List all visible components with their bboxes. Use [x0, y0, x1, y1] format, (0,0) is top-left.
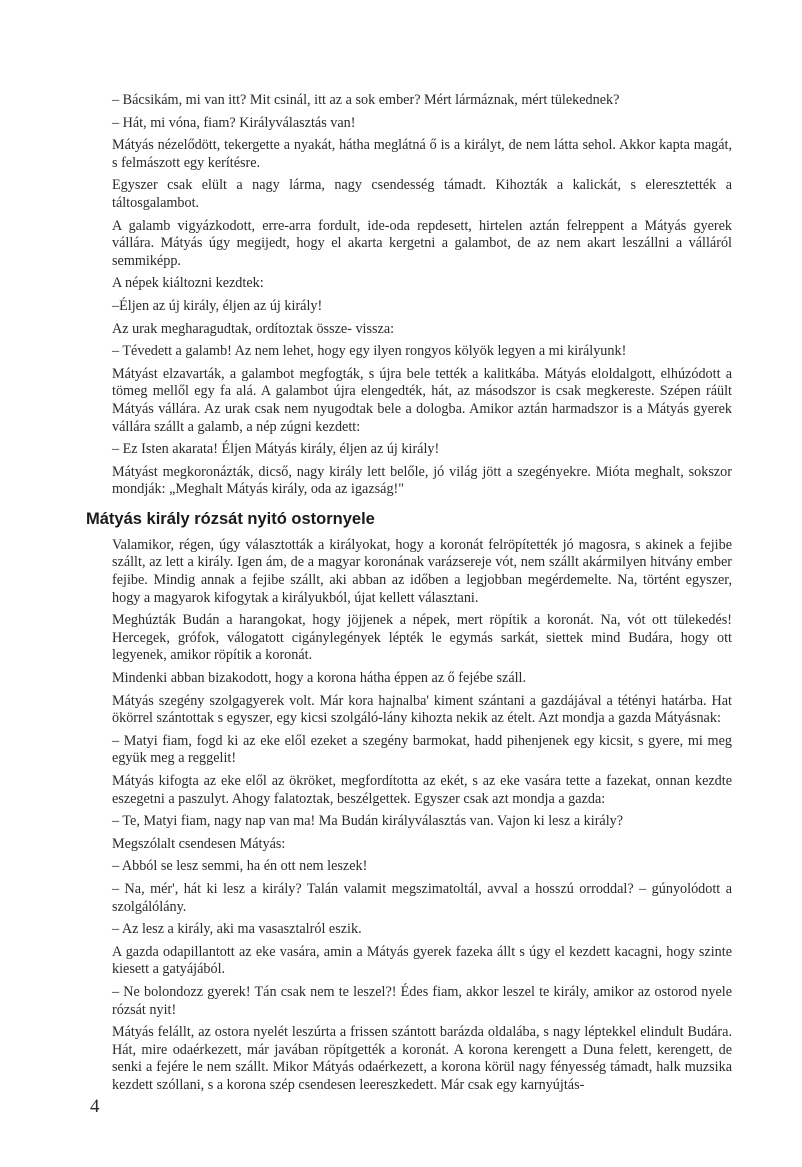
paragraph: – Bácsikám, mi van itt? Mit csinál, itt az a sok ember? Mért lármáznak, mért tülekednek? [112, 92, 620, 108]
paragraph: Mátyás felállt, az ostora nyelét leszúrta a frissen szántott barázda oldalába, s nagy léptekkel elindult Budára. Hát, mire odaérkezett, már javában röpítgették a koronát. A korona kerengett a Duna felett, kerengett, de senki a fejére le nem szállt. Mikor Mátyás odaérkezett, a korona körül nagy fényesség támadt, halk muzsika kezdett szóllani, s a korona szép csendesen leereszkedett. Már csak egy karnyújtás- [112, 1024, 732, 1093]
paragraph: – Hát, mi vóna, fiam? Királyválasztás van! [112, 114, 356, 131]
paragraph: – Na, mér', hát ki lesz a király? Talán valamit megszimatoltál, avval a hosszú orroddal? – gúnyolódott a szolgálólány. [112, 880, 732, 915]
paragraph: Valamikor, régen, úgy választották a királyokat, hogy a koronát felröpítették jó magosra, s akinek a fejibe szállt, az lett a király. Igen ám, de a magyar koronának varázsereje vót, nem szállt akármilyen hitvány ember fejibe. Mindig annak a fejibe szállt, aki abban az időben a legjobban megérdemelte. Na, történt egyszer, hogy a magyarok kifogytak a királyukból, újat kellett választani. [112, 536, 732, 606]
paragraph: Megszólalt csendesen Mátyás: [112, 835, 286, 852]
paragraph: Mátyást megkoronázták, dicső, nagy király lett belőle, jó világ jött a szegényekre. Mióta meghalt, sokszor mondják: „Meghalt Mátyás király, oda az igazság!" [112, 463, 732, 498]
story-title: Mátyás király rózsát nyitó ostornyele [86, 509, 375, 528]
paragraph: Mindenki abban bizakodott, hogy a korona hátha éppen az ő fejébe száll. [112, 670, 527, 687]
paragraph: Mátyás szegény szolgagyerek volt. Már kora hajnalba' kiment szántani a gazdájával a tétényi határba. Hat ökörrel szántottak s egyszer, egy kicsi szolgáló-lány kihozta nekik az ételt. Azt mondja a gazda Mátyásnak: [112, 692, 732, 727]
page-content [86, 92, 732, 1100]
paragraph: Mátyás nézelődött, tekergette a nyakát, hátha meglátná ő is a királyt, de nem látta sehol. Akkor kapta magát, s felmászott egy kerítésre. [112, 137, 732, 171]
paragraph: – Ez Isten akarata! Éljen Mátyás király, éljen az új király! [112, 441, 440, 458]
paragraph: Az urak megharagudtak, ordítoztak össze- vissza: [112, 320, 395, 337]
paragraph: – Ne bolondozz gyerek! Tán csak nem te leszel?! Édes fiam, akkor leszel te király, amikor az ostorod nyele rózsát nyit! [112, 983, 732, 1018]
paragraph: – Abból se lesz semmi, ha én ott nem leszek! [112, 858, 368, 875]
paragraph: – Az lesz a király, aki ma vasasztalról eszik. [112, 921, 362, 938]
paragraph: Meghúzták Budán a harangokat, hogy jöjjenek a népek, mert röpítik a koronát. Na, vót ott tülekedés! Hercegek, grófok, válogatott cigánylegények lépték le egymás sarkát, siettek mind Budára, hogy ott legyenek, amikor röpítik a koronát. [112, 612, 732, 664]
page-number: 4 [90, 1096, 100, 1117]
paragraph: A gazda odapillantott az eke vasára, amin a Mátyás gyerek fazeka állt s úgy el kezdett kacagni, hogy szinte kiesett a gatyájából. [112, 943, 732, 978]
paragraph: Egyszer csak elült a nagy lárma, nagy csendesség támadt. Kihozták a kalickát, s eleresztették a táltosgalambot. [112, 177, 732, 211]
paragraph: A népek kiáltozni kezdtek: [112, 275, 264, 292]
paragraph: – Tévedett a galamb! Az nem lehet, hogy egy ilyen rongyos kölyök legyen a mi királyunk! [112, 343, 627, 360]
paragraph: –Éljen az új király, éljen az új király! [112, 297, 323, 314]
paragraph: – Te, Matyi fiam, nagy nap van ma! Ma Budán királyválasztás van. Vajon ki lesz a király? [112, 813, 624, 830]
paragraph: Mátyás kifogta az eke elől az ökröket, megfordította az ekét, s az eke vasára tette a fazekat, onnan kezdte eszegetni a paszulyt. Ahogy falatoztak, beszélgettek. Egyszer csak azt mondja a gazda: [112, 773, 732, 807]
story-ending-section [112, 92, 732, 499]
paragraph: Mátyást elzavarták, a galambot megfogták, s újra bele tették a kalitkába. Mátyás eloldalgott, elhúzódott a tömeg mellől egy fa alá. A galambot újra elengedték, hát, az másodszor is csak megkereste. Szépen ráült Mátyás vállára. Az urak csak nem nyugodtak bele a dologba. Amikor aztán harmadszor is a Mátyás gyerek vállára szállt a galamb, a nép zúgni kezdett: [112, 365, 732, 435]
story-section [112, 537, 732, 1095]
paragraph: A galamb vigyázkodott, erre-arra fordult, ide-oda repdesett, hirtelen aztán felreppent a Mátyás gyerek vállára. Mátyás úgy megijedt, hogy el akarta kergetni a galambot, de az nem akart leszállni a válláról semmiképp. [112, 217, 732, 269]
paragraph: – Matyi fiam, fogd ki az eke elől ezeket a szegény barmokat, hadd pihenjenek egy kicsit, s gyere, mi meg együk meg a reggelit! [112, 732, 732, 767]
